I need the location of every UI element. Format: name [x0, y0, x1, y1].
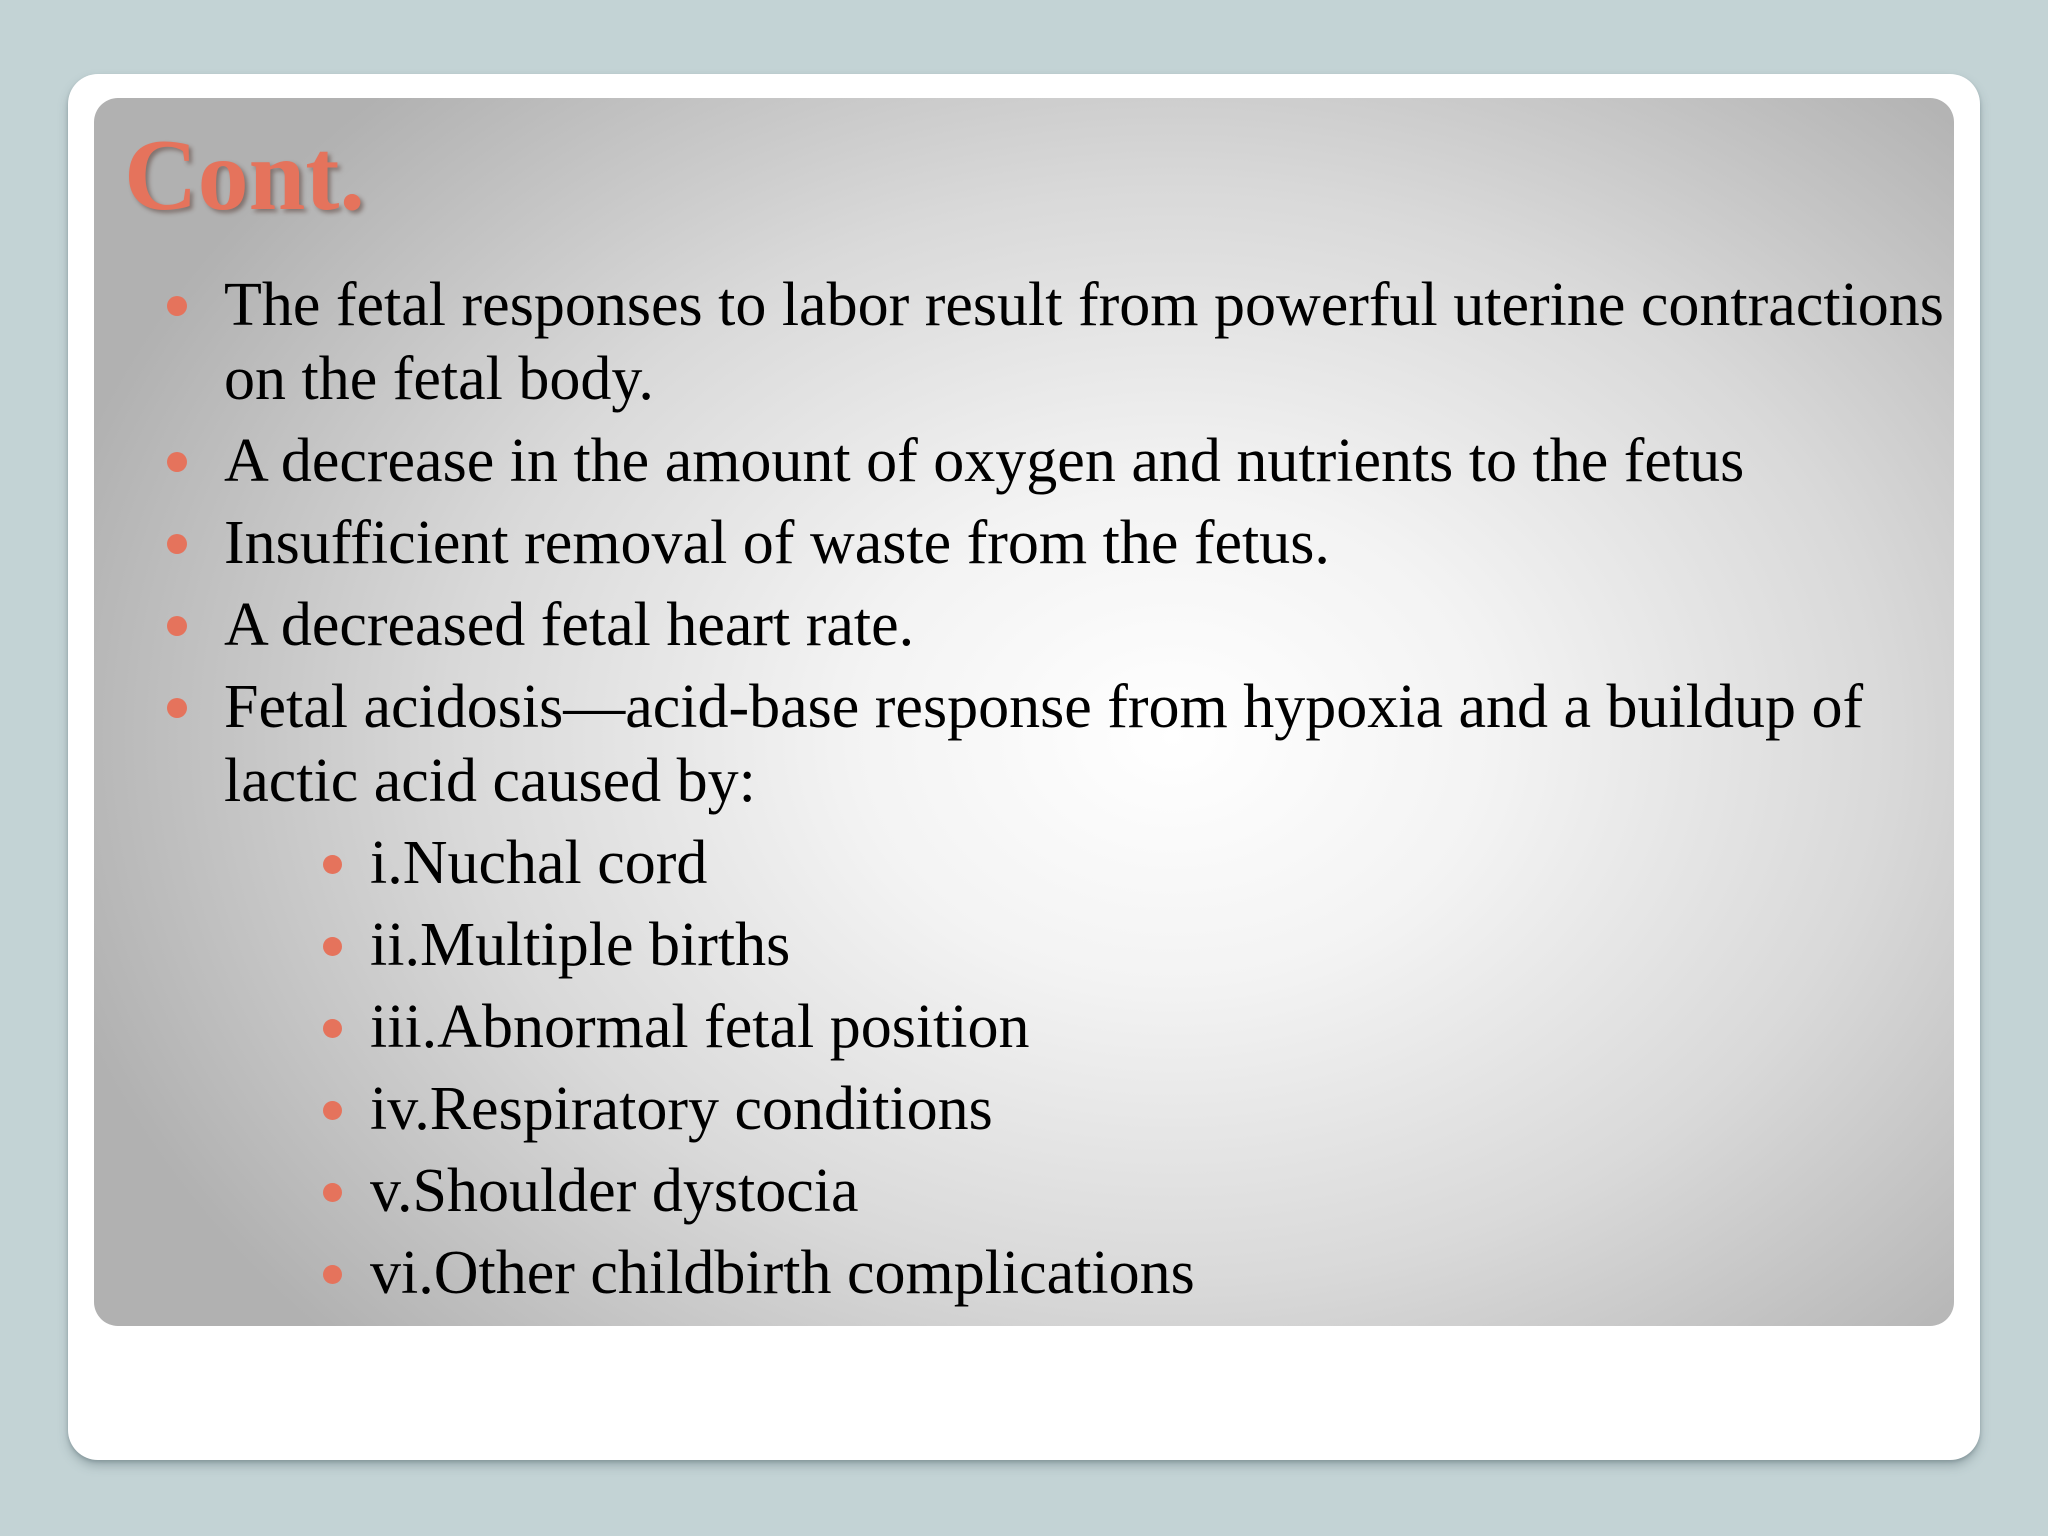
- slide-panel: [94, 98, 1954, 1326]
- bullet-item: A decrease in the amount of oxygen and nutrients to the fetus: [224, 424, 1944, 498]
- sub-bullet-item: v.Shoulder dystocia: [370, 1154, 1944, 1228]
- sub-bullet-item: ii.Multiple births: [370, 908, 1944, 982]
- bullet-list: [224, 268, 1944, 1318]
- slide-title: Cont.: [124, 119, 365, 232]
- sub-bullet-item: i.Nuchal cord: [370, 826, 1944, 900]
- sub-bullet-item: vi.Other childbirth complications: [370, 1236, 1944, 1310]
- bullet-item: Insufficient removal of waste from the fetus.: [224, 506, 1944, 580]
- bullet-item: The fetal responses to labor result from powerful uterine contractions on the fetal body.: [224, 268, 1944, 416]
- bullet-item: Fetal acidosis—acid-base response from hypoxia and a buildup of lactic acid caused by:: [224, 670, 1944, 818]
- sub-bullet-item: iv.Respiratory conditions: [370, 1072, 1944, 1146]
- sub-bullet-item: iii.Abnormal fetal position: [370, 990, 1944, 1064]
- slide-frame: [68, 74, 1980, 1460]
- bullet-item: A decreased fetal heart rate.: [224, 588, 1944, 662]
